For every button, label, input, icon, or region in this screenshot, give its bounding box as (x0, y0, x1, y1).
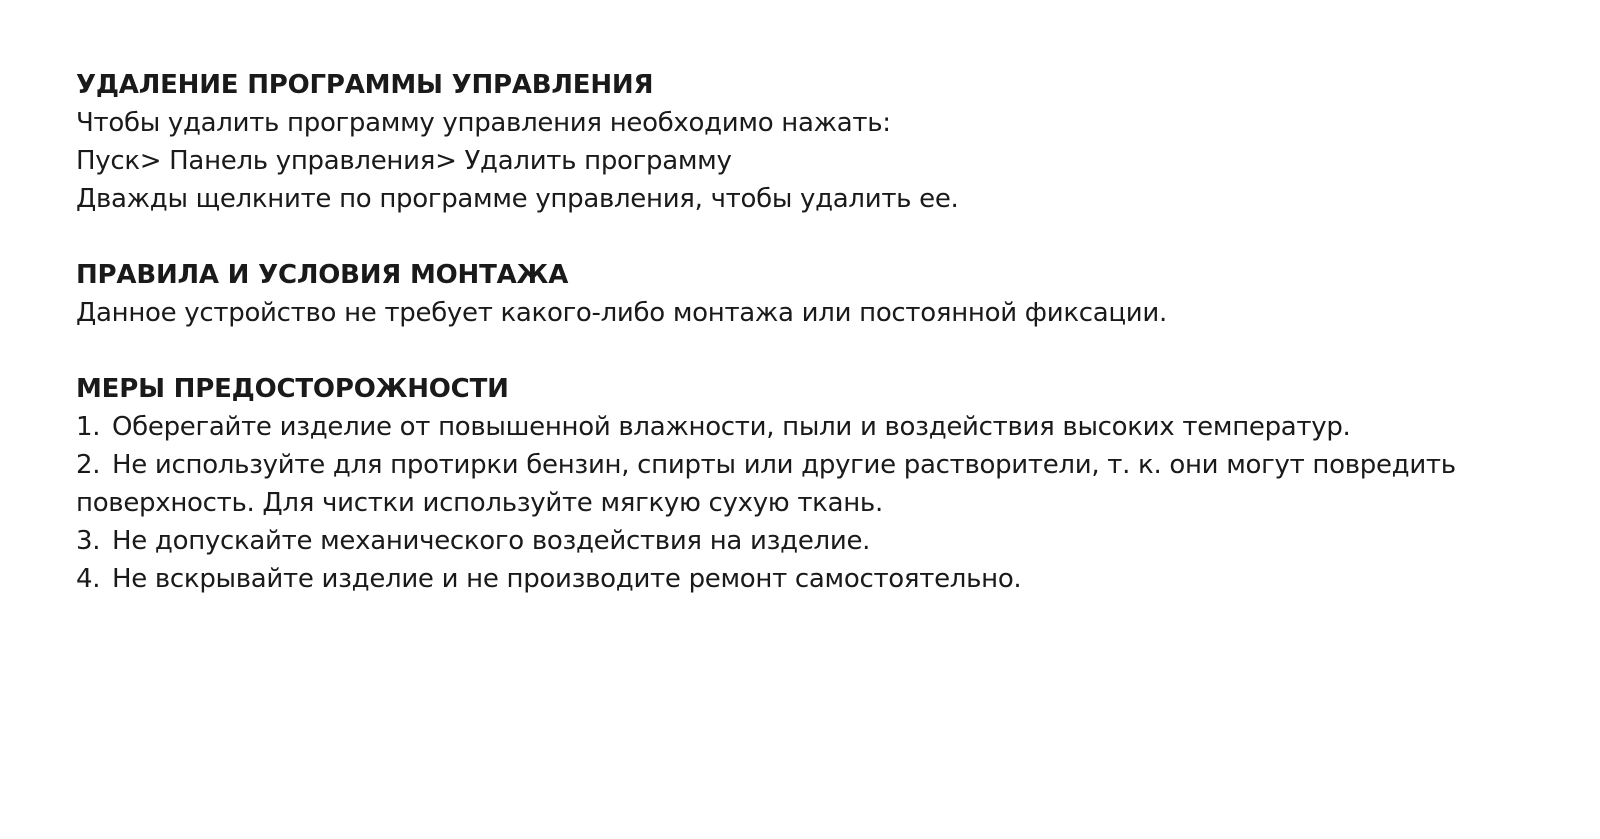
paragraph-line: Чтобы удалить программу управления необходимо нажать: (76, 108, 891, 138)
list-item-text: Не используйте для протирки бензин, спирты или другие растворители, т. к. они могут повредить (112, 450, 1456, 480)
list-item-number: 1. (76, 412, 101, 442)
section-heading: МЕРЫ ПРЕДОСТОРОЖНОСТИ (76, 374, 509, 404)
list-item (76, 522, 1556, 560)
list-item-text: поверхность. Для чистки используйте мягкую сухую ткань. (76, 488, 883, 518)
list-item (76, 560, 1556, 598)
list-item-number: 4. (76, 564, 101, 594)
section-precautions (76, 370, 1556, 598)
precautions-list (76, 408, 1556, 598)
list-item-text: Не вскрывайте изделие и не производите ремонт самостоятельно. (112, 564, 1022, 594)
list-item-number: 3. (76, 526, 101, 556)
list-item (76, 408, 1556, 446)
list-item-continuation (76, 484, 1556, 522)
paragraph-line: Данное устройство не требует какого-либо монтажа или постоянной фиксации. (76, 298, 1167, 328)
paragraph-line: Дважды щелкните по программе управления, чтобы удалить ее. (76, 184, 959, 214)
list-item-number: 2. (76, 450, 101, 480)
section-installation (76, 256, 1556, 332)
section-uninstall (76, 66, 1556, 218)
list-item-text: Оберегайте изделие от повышенной влажности, пыли и воздействия высоких температур. (112, 412, 1351, 442)
list-item (76, 446, 1556, 484)
section-heading: ПРАВИЛА И УСЛОВИЯ МОНТАЖА (76, 260, 569, 290)
document-page (76, 66, 1556, 636)
list-item-text: Не допускайте механического воздействия на изделие. (112, 526, 871, 556)
section-heading: УДАЛЕНИЕ ПРОГРАММЫ УПРАВЛЕНИЯ (76, 70, 654, 100)
paragraph-line: Пуск> Панель управления> Удалить программу (76, 146, 732, 176)
